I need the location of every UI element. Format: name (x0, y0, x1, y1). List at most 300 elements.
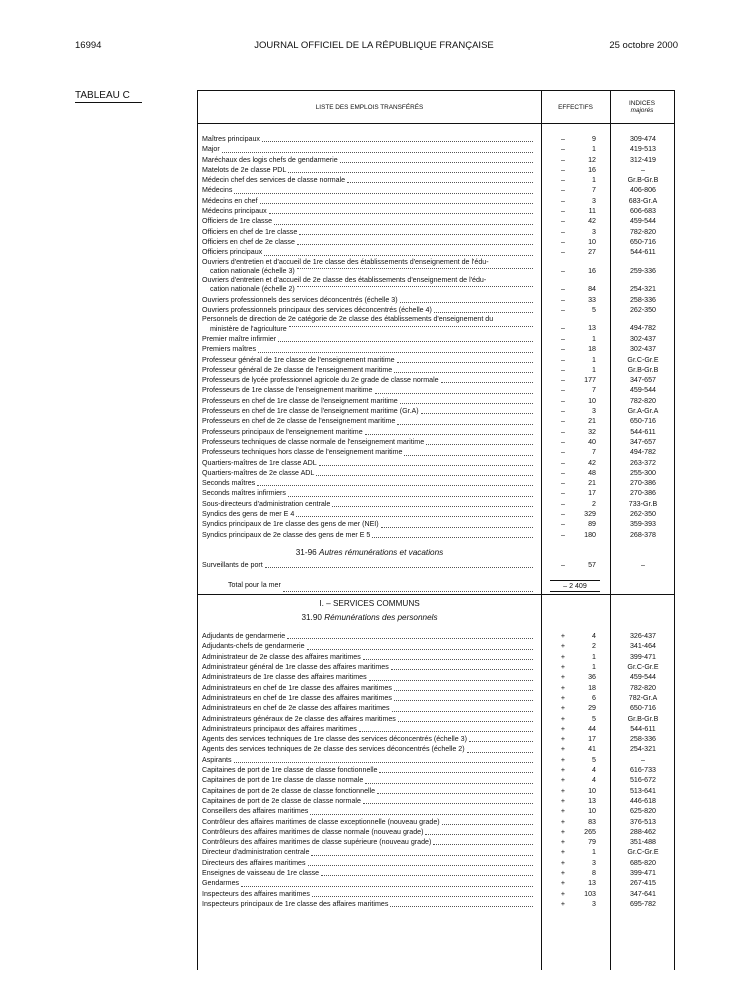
row-sign: – (561, 458, 565, 467)
table-row (198, 693, 674, 703)
row-sign: + (560, 807, 566, 816)
header-indices-label: INDICES (629, 100, 655, 107)
row-effectif: 180 (584, 530, 596, 539)
row-effectif: 84 (588, 285, 596, 294)
row-label: Surveillants de port (202, 560, 263, 569)
table-row (198, 509, 674, 519)
journal-title: JOURNAL OFFICIEL DE LA RÉPUBLIQUE FRANÇAISE (254, 40, 494, 51)
row-effectif: 21 (588, 417, 596, 426)
table-row (198, 468, 674, 478)
row-effectif: 41 (588, 745, 596, 754)
row-label: Conseillers des affaires maritimes (202, 807, 309, 816)
row-effectif: 265 (584, 827, 596, 836)
row-effectif: 4 (592, 632, 596, 641)
row-sign: + (560, 776, 566, 785)
row-indices: 625-820 (629, 807, 657, 816)
total-separator (198, 594, 674, 595)
table-row (198, 899, 674, 909)
row-indices: 254-321 (629, 745, 657, 754)
row-sign: + (560, 745, 566, 754)
row-indices: 302-437 (629, 345, 657, 354)
section-2-title: Autres rémunérations et vacations (318, 547, 444, 557)
row-indices: Gr.B-Gr.B (627, 365, 659, 374)
row-indices: 513-641 (629, 786, 657, 795)
row-effectif: 177 (584, 376, 596, 385)
row-label: Médecin chef des services de classe normale (202, 176, 346, 185)
row-indices: – (641, 560, 645, 569)
table-row (198, 858, 674, 868)
row-label-continued: cation nationale (échelle 2) (210, 285, 295, 294)
row-sign: + (560, 673, 566, 682)
row-label: Médecins (202, 186, 233, 195)
row-effectif: 5 (592, 306, 596, 315)
row-sign: – (561, 479, 565, 488)
row-indices: 494-782 (629, 324, 657, 333)
row-sign: + (560, 693, 566, 702)
row-label-continued: cation nationale (échelle 3) (210, 266, 295, 275)
row-effectif: 16 (588, 165, 596, 174)
row-label: Contrôleurs des affaires maritimes de classe normale (nouveau grade) (202, 827, 424, 836)
row-sign: – (561, 334, 565, 343)
table-row (198, 416, 674, 426)
row-label: Professeurs techniques de classe normale de l'enseignement maritime (202, 437, 425, 446)
table-row (198, 276, 674, 295)
row-label: Premiers maîtres (202, 345, 256, 354)
row-sign: + (560, 899, 566, 908)
row-label: Syndics principaux de 1re classe des gens de mer (NEI) (202, 520, 379, 529)
table-row (198, 703, 674, 713)
row-sign: + (560, 796, 566, 805)
row-sign: – (561, 386, 565, 395)
row-label: Contrôleurs des affaires maritimes de classe supérieure (nouveau grade) (202, 838, 432, 847)
header-liste: LISTE DES EMPLOIS TRANSFÉRÉS (315, 103, 424, 111)
row-indices: Gr.C-Gr.E (627, 355, 659, 364)
row-sign: + (560, 663, 566, 672)
table-body (198, 134, 674, 909)
row-label: Ouvriers professionnels des services déconcentrés (échelle 3) (202, 295, 398, 304)
section-3-heading (198, 611, 541, 625)
table-row (198, 744, 674, 754)
row-sign: – (561, 427, 565, 436)
table-row (198, 295, 674, 305)
row-sign: – (561, 145, 565, 154)
row-indices: 406-806 (629, 186, 657, 195)
row-sign: + (560, 704, 566, 713)
row-indices: 399-471 (629, 652, 657, 661)
row-sign: – (561, 530, 565, 539)
table-row (198, 144, 674, 154)
table-row (198, 315, 674, 334)
row-sign: – (561, 365, 565, 374)
row-sign: – (561, 324, 565, 333)
row-indices: Gr.C-Gr.E (627, 663, 659, 672)
row-indices: 782-820 (629, 683, 657, 692)
row-effectif: 18 (588, 683, 596, 692)
row-effectif: 13 (588, 796, 596, 805)
table-row (198, 196, 674, 206)
row-indices: 616-733 (629, 766, 657, 775)
table-row (198, 755, 674, 765)
table-row (198, 889, 674, 899)
table-row (198, 447, 674, 457)
row-label: Adjudants-chefs de gendarmerie (202, 642, 305, 651)
table-row (198, 247, 674, 257)
row-indices: Gr.C-Gr.E (627, 848, 659, 857)
table-row (198, 499, 674, 509)
row-sign: – (561, 285, 565, 294)
row-effectif: 13 (588, 324, 596, 333)
row-sign: + (560, 879, 566, 888)
table-row (198, 806, 674, 816)
row-sign: – (561, 489, 565, 498)
row-indices: 606-683 (629, 207, 657, 216)
row-indices: Gr.B-Gr.B (627, 714, 659, 723)
row-indices: 270-386 (629, 489, 657, 498)
row-sign: + (560, 724, 566, 733)
row-effectif: 329 (584, 509, 596, 518)
row-label: Agents des services techniques de 2e classe des services déconcentrés (échelle 2) (202, 745, 465, 754)
row-effectif: 7 (592, 186, 596, 195)
table-row (198, 206, 674, 216)
row-effectif: 36 (588, 673, 596, 682)
row-label: Officiers en chef de 1re classe (202, 227, 298, 236)
table-row (198, 375, 674, 385)
row-effectif: 57 (588, 560, 596, 569)
row-label: Matelots de 2e classe PDL (202, 165, 287, 174)
row-effectif: 6 (592, 693, 596, 702)
table-row (198, 175, 674, 185)
row-sign: + (560, 786, 566, 795)
row-label: Quartiers-maîtres de 2e classe ADL (202, 468, 315, 477)
table-row (198, 355, 674, 365)
table-row (198, 216, 674, 226)
row-label: Seconds maîtres (202, 479, 256, 488)
row-sign: – (561, 217, 565, 226)
table-row (198, 165, 674, 175)
row-sign: – (561, 355, 565, 364)
row-label: Administrateurs en chef de 1re classe des affaires maritimes (202, 693, 392, 702)
row-sign: + (560, 869, 566, 877)
row-indices: 459-544 (629, 386, 657, 395)
publication-date: 25 octobre 2000 (609, 40, 678, 51)
table-row (198, 488, 674, 498)
table-row (198, 406, 674, 416)
row-effectif: 1 (592, 652, 596, 661)
row-sign: – (561, 509, 565, 518)
row-effectif: 10 (588, 237, 596, 246)
table-row (198, 560, 674, 570)
row-sign: + (560, 766, 566, 775)
table-row (198, 817, 674, 827)
row-indices: 258-336 (629, 295, 657, 304)
row-label: Officiers principaux (202, 248, 263, 257)
row-sign: – (561, 376, 565, 385)
row-indices: 650-716 (629, 237, 657, 246)
row-label: Capitaines de port de 2e classe de classe normale (202, 796, 361, 805)
row-sign: + (560, 683, 566, 692)
row-effectif: 42 (588, 217, 596, 226)
table-row (198, 724, 674, 734)
row-sign: – (561, 237, 565, 246)
row-sign: – (561, 407, 565, 416)
table-row (198, 734, 674, 744)
row-label: Administrateur général de 1re classe des affaires maritimes (202, 663, 389, 672)
row-effectif: 3 (592, 196, 596, 205)
table-row (198, 641, 674, 651)
row-label: Professeurs en chef de 1re classe de l'enseignement maritime (202, 396, 398, 405)
section-1-rows (198, 134, 674, 540)
table-row (198, 714, 674, 724)
row-effectif: 10 (588, 396, 596, 405)
row-indices: 494-782 (629, 448, 657, 457)
row-indices: 399-471 (629, 869, 657, 877)
row-effectif: 103 (584, 889, 596, 898)
table-row (198, 796, 674, 806)
row-label: Professeurs de lycée professionnel agricole du 2e grade de classe normale (202, 376, 439, 385)
row-effectif: 5 (592, 714, 596, 723)
row-effectif: 10 (588, 786, 596, 795)
row-effectif: 1 (592, 663, 596, 672)
row-indices: 347-641 (629, 889, 657, 898)
row-label: Agents des services techniques de 1re classe des services déconcentrés (échelle 3) (202, 735, 467, 744)
row-effectif: 11 (588, 207, 596, 216)
row-effectif: 40 (588, 437, 596, 446)
row-indices: Gr.A-Gr.A (627, 407, 659, 416)
row-sign: + (560, 755, 566, 764)
table-label: TABLEAU C (75, 90, 142, 103)
row-effectif: 7 (592, 386, 596, 395)
row-sign: + (560, 714, 566, 723)
row-sign: – (561, 295, 565, 304)
row-indices: 288-462 (629, 827, 657, 836)
header-effectifs: EFFECTIFS (558, 103, 593, 111)
row-indices: 459-544 (629, 673, 657, 682)
row-indices: 733-Gr.B (628, 499, 658, 508)
row-indices: 516-672 (629, 776, 657, 785)
row-label: Ouvriers d'entretien et d'accueil de 1re classe des établissements d'enseignement de l'édu- (202, 257, 489, 266)
header-indices-sub: majorés (630, 107, 654, 114)
section-2-heading (198, 546, 541, 560)
row-sign: + (560, 642, 566, 651)
row-effectif: 89 (588, 520, 596, 529)
row-label: Maréchaux des logis chefs de gendarmerie (202, 155, 338, 164)
row-label: Médecins en chef (202, 196, 258, 205)
row-effectif: 17 (588, 489, 596, 498)
section-3-code: 31.90 (301, 613, 322, 623)
table-row (198, 827, 674, 837)
row-indices: 262-350 (629, 509, 657, 518)
row-label: Enseignes de vaisseau de 1re classe (202, 869, 320, 877)
row-sign: – (561, 165, 565, 174)
table-row (198, 672, 674, 682)
row-indices: 309-474 (629, 135, 657, 143)
row-label: Professeur général de 2e classe de l'enseignement maritime (202, 365, 393, 374)
row-label: Administrateurs de 1re classe des affaires maritimes (202, 673, 367, 682)
table-row (198, 662, 674, 672)
row-label: Professeurs en chef de 1re classe de l'enseignement maritime (Gr.A) (202, 407, 419, 416)
row-effectif: 1 (592, 365, 596, 374)
row-indices: 267-415 (629, 879, 657, 888)
row-indices: 683-Gr.A (628, 196, 658, 205)
table-row (198, 683, 674, 693)
row-indices: 459-544 (629, 217, 657, 226)
row-label: Professeurs de 1re classe de l'enseignement maritime (202, 386, 373, 395)
table-row (198, 530, 674, 540)
row-label: Médecins principaux (202, 207, 267, 216)
row-sign: – (561, 448, 565, 457)
row-sign: – (561, 176, 565, 185)
row-indices: 262-350 (629, 306, 657, 315)
table-row (198, 765, 674, 775)
table-row (198, 385, 674, 395)
table-row (198, 258, 674, 277)
employment-table (197, 90, 675, 970)
row-indices: 263-372 (629, 458, 657, 467)
row-effectif: 32 (588, 427, 596, 436)
row-effectif: 17 (588, 735, 596, 744)
row-label: Inspecteurs principaux de 1re classe des affaires maritimes (202, 899, 389, 908)
row-sign: + (560, 817, 566, 826)
row-sign: – (561, 560, 565, 569)
row-label: Directeur d'administration centrale (202, 848, 310, 857)
row-effectif: 5 (592, 755, 596, 764)
row-label: Administrateurs en chef de 1re classe des affaires maritimes (202, 683, 392, 692)
row-indices: 419-513 (629, 145, 657, 154)
row-label: Administrateurs en chef de 2e classe des affaires maritimes (202, 704, 390, 713)
row-effectif: 18 (588, 345, 596, 354)
total-label: Total pour la mer (228, 581, 281, 590)
row-sign: – (561, 227, 565, 236)
table-row (198, 365, 674, 375)
table-row (198, 334, 674, 344)
table-row (198, 878, 674, 888)
row-effectif: 29 (588, 704, 596, 713)
row-effectif: 1 (592, 848, 596, 857)
row-sign: – (561, 196, 565, 205)
row-indices: 685-820 (629, 858, 657, 867)
row-label: Adjudants de gendarmerie (202, 632, 286, 641)
table-row (198, 134, 674, 144)
row-sign: – (561, 499, 565, 508)
row-sign: – (561, 306, 565, 315)
row-indices: 255-300 (629, 468, 657, 477)
table-row (198, 427, 674, 437)
row-indices: 782-820 (629, 227, 657, 236)
row-label-continued: ministère de l'agriculture (210, 324, 287, 333)
page-number: 16994 (75, 40, 102, 51)
table-row (198, 837, 674, 847)
row-sign: – (561, 135, 565, 143)
row-indices: 347-657 (629, 437, 657, 446)
table-row (198, 652, 674, 662)
row-sign: – (561, 186, 565, 195)
row-effectif: 2 (592, 642, 596, 651)
row-label: Professeur général de 1re classe de l'enseignement maritime (202, 355, 395, 364)
row-effectif: 7 (592, 448, 596, 457)
row-sign: + (560, 735, 566, 744)
row-indices: Gr.B-Gr.B (627, 176, 659, 185)
row-sign: – (561, 437, 565, 446)
row-label: Professeurs principaux de l'enseignement maritime (202, 427, 363, 436)
row-indices: 258-336 (629, 735, 657, 744)
row-effectif: 33 (588, 295, 596, 304)
row-effectif: 27 (588, 248, 596, 257)
total-value: – 2 409 (550, 580, 600, 592)
header-indices (610, 91, 674, 123)
row-sign: – (561, 396, 565, 405)
table-row (198, 237, 674, 247)
row-indices: 347-657 (629, 376, 657, 385)
table-row (198, 396, 674, 406)
row-effectif: 8 (592, 869, 596, 877)
row-effectif: 9 (592, 135, 596, 143)
row-indices: 544-611 (630, 248, 656, 257)
row-effectif: 83 (588, 817, 596, 826)
row-label: Maîtres principaux (202, 135, 260, 143)
row-effectif: 3 (592, 227, 596, 236)
row-label: Administrateur de 2e classe des affaires maritimes (202, 652, 361, 661)
part-heading: I. – SERVICES COMMUNS (319, 599, 420, 609)
row-indices: – (641, 165, 645, 174)
row-sign: + (560, 858, 566, 867)
table-header (198, 91, 674, 124)
row-effectif: 21 (588, 479, 596, 488)
row-effectif: 10 (588, 807, 596, 816)
row-effectif: 13 (588, 879, 596, 888)
row-effectif: 1 (592, 145, 596, 154)
row-effectif: 4 (592, 766, 596, 775)
row-label: Quartiers-maîtres de 1re classe ADL (202, 458, 317, 467)
total-row (198, 576, 674, 594)
row-label: Ouvriers d'entretien et d'accueil de 2e classe des établissements d'enseignement de l'édu- (202, 276, 487, 285)
table-row (198, 847, 674, 857)
row-sign: – (561, 248, 565, 257)
row-label: Seconds maîtres infirmiers (202, 489, 286, 498)
row-sign: – (561, 468, 565, 477)
row-indices: 302-437 (629, 334, 657, 343)
table-row (198, 155, 674, 165)
row-label: Officiers en chef de 2e classe (202, 237, 295, 246)
row-indices: 446-618 (629, 796, 657, 805)
row-indices: – (641, 755, 645, 764)
row-sign: + (560, 827, 566, 836)
row-indices: 782-Gr.A (628, 693, 658, 702)
row-label: Capitaines de port de 1re classe de classe normale (202, 776, 364, 785)
row-indices: 259-336 (629, 266, 657, 275)
section-3-rows (198, 631, 674, 909)
row-effectif: 42 (588, 458, 596, 467)
row-sign: – (561, 345, 565, 354)
table-row (198, 458, 674, 468)
table-row (198, 519, 674, 529)
table-row (198, 478, 674, 488)
row-label: Premier maître infirmier (202, 334, 277, 343)
row-label: Syndics principaux de 2e classe des gens de mer E 5 (202, 530, 371, 539)
row-indices: 341-464 (629, 642, 657, 651)
table-row (198, 437, 674, 447)
row-label: Sous-directeurs d'administration centrale (202, 499, 331, 508)
table-row (198, 305, 674, 315)
row-effectif: 44 (588, 724, 596, 733)
row-sign: – (561, 155, 565, 164)
row-indices: 695-782 (629, 899, 657, 908)
section-2-code: 31-96 (295, 547, 317, 557)
row-indices: 254-321 (629, 285, 657, 294)
row-label: Personnels de direction de 2e catégorie de 2e classe des établissements d'enseignement du (202, 315, 494, 324)
row-label: Major (202, 145, 220, 154)
row-effectif: 2 (592, 499, 596, 508)
section-3-title: Rémunérations des personnels (324, 613, 438, 623)
